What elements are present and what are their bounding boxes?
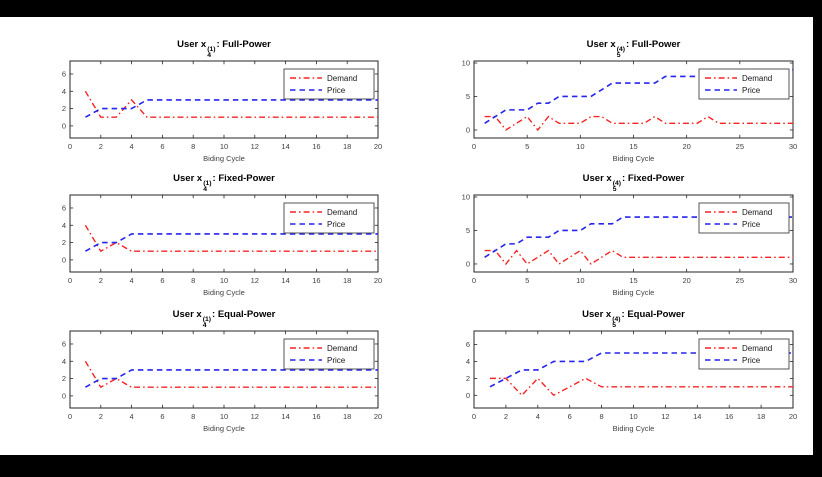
x-tick-label: 8 [191, 276, 196, 285]
title-prefix: User x [172, 309, 202, 320]
x-tick-label: 12 [250, 276, 259, 285]
x-tick-label: 2 [98, 142, 103, 151]
plot-title [474, 307, 793, 329]
subplot-user-x4-equal-power [40, 307, 386, 433]
line-chart [40, 323, 386, 433]
x-tick-label: 30 [788, 142, 798, 151]
y-tick-label: 5 [465, 226, 470, 236]
title-superscript: (4) [616, 46, 625, 53]
x-tick-label: 4 [535, 412, 540, 421]
series-price-line [85, 234, 378, 251]
series-price-line [85, 100, 378, 117]
title-suffix: : Fixed-Power [212, 173, 275, 184]
title-subsup [203, 181, 211, 192]
title-subsup [203, 317, 211, 328]
x-tick-label: 0 [471, 142, 477, 151]
title-subscript: 5 [612, 185, 617, 193]
legend-label-demand: Demand [327, 74, 358, 83]
y-tick-label: 6 [61, 69, 66, 79]
x-tick-label: 4 [129, 412, 134, 421]
title-suffix: : Equal-Power [212, 309, 276, 320]
x-axis-label: Biding Cycle [203, 424, 245, 433]
series-demand-line [485, 251, 793, 264]
y-tick-label: 4 [61, 220, 66, 230]
line-chart [40, 53, 386, 163]
x-tick-label: 6 [160, 276, 165, 285]
legend-label-demand: Demand [742, 344, 773, 353]
series-demand-line [485, 117, 793, 130]
x-tick-label: 2 [98, 276, 103, 285]
y-tick-label: 4 [61, 356, 66, 366]
x-tick-label: 15 [629, 142, 638, 151]
x-tick-label: 8 [599, 412, 604, 421]
y-tick-label: 2 [61, 104, 66, 114]
x-tick-label: 0 [67, 412, 73, 421]
title-suffix: : Fixed-Power [622, 173, 685, 184]
title-superscript: (1) [203, 180, 212, 187]
x-tick-label: 12 [661, 412, 670, 421]
title-subsup [617, 47, 625, 58]
x-tick-label: 18 [343, 142, 352, 151]
x-tick-label: 10 [219, 412, 229, 421]
legend-label-demand: Demand [327, 344, 358, 353]
x-tick-label: 4 [129, 142, 134, 151]
y-tick-label: 6 [465, 340, 470, 350]
x-tick-label: 14 [693, 412, 702, 421]
y-tick-label: 2 [61, 238, 66, 248]
title-superscript: (1) [207, 46, 216, 53]
title-suffix: : Full-Power [216, 39, 271, 50]
x-tick-label: 18 [756, 412, 766, 421]
y-tick-label: 6 [61, 339, 66, 349]
subplot-user-x5-fixed-power [444, 171, 801, 297]
legend-label-demand: Demand [327, 208, 358, 217]
x-tick-label: 14 [281, 142, 290, 151]
title-suffix: : Equal-Power [621, 309, 685, 320]
x-tick-label: 10 [219, 276, 229, 285]
x-tick-label: 10 [576, 276, 585, 285]
subplot-user-x5-full-power [444, 37, 801, 163]
x-tick-label: 5 [525, 276, 530, 285]
legend-label-price: Price [742, 86, 761, 95]
x-tick-label: 0 [471, 276, 477, 285]
title-prefix: User x [173, 173, 203, 184]
legend-label-price: Price [327, 220, 346, 229]
title-superscript: (1) [202, 316, 212, 323]
x-tick-label: 4 [129, 276, 134, 285]
title-superscript: (4) [612, 316, 621, 323]
y-tick-label: 0 [61, 391, 66, 401]
line-chart [40, 187, 386, 297]
x-axis-label: Biding Cycle [203, 154, 245, 163]
x-tick-label: 10 [629, 412, 638, 421]
series-demand-line [490, 378, 793, 395]
plot-title [70, 37, 378, 59]
y-tick-label: 4 [61, 86, 66, 96]
x-tick-label: 6 [160, 412, 165, 421]
legend-label-price: Price [742, 356, 761, 365]
x-tick-label: 16 [312, 412, 321, 421]
x-tick-label: 0 [67, 142, 73, 151]
x-tick-label: 25 [735, 276, 745, 285]
title-prefix: User x [582, 173, 612, 184]
x-tick-label: 20 [373, 142, 383, 151]
y-tick-label: 2 [61, 374, 66, 384]
title-subscript: 4 [207, 51, 211, 59]
subplot-user-x4-full-power [40, 37, 386, 163]
y-tick-label: 2 [465, 373, 470, 383]
x-tick-label: 20 [682, 142, 691, 151]
y-tick-label: 10 [461, 192, 470, 202]
legend-label-demand: Demand [742, 74, 773, 83]
y-tick-label: 6 [61, 203, 66, 213]
legend-label-price: Price [327, 86, 346, 95]
y-tick-label: 4 [465, 357, 470, 367]
x-axis-label: Biding Cycle [612, 288, 655, 297]
x-tick-label: 0 [471, 412, 477, 421]
x-tick-label: 25 [735, 142, 745, 151]
title-subscript: 5 [612, 321, 616, 329]
x-tick-label: 6 [567, 412, 572, 421]
title-subsup [612, 317, 620, 328]
x-tick-label: 12 [250, 412, 259, 421]
subplot-user-x4-fixed-power [40, 171, 386, 297]
title-prefix: User x [586, 39, 616, 50]
x-tick-label: 20 [373, 412, 383, 421]
x-tick-label: 10 [219, 142, 229, 151]
title-subscript: 4 [202, 321, 207, 329]
x-tick-label: 20 [373, 276, 383, 285]
x-tick-label: 2 [503, 412, 508, 421]
title-prefix: User x [582, 309, 612, 320]
y-tick-label: 5 [465, 92, 470, 102]
y-tick-label: 0 [61, 255, 66, 265]
x-tick-label: 12 [250, 142, 259, 151]
x-tick-label: 6 [160, 142, 165, 151]
x-tick-label: 2 [98, 412, 103, 421]
plot-title [70, 307, 378, 329]
subplot-user-x5-equal-power [444, 307, 801, 433]
x-tick-label: 5 [525, 142, 530, 151]
x-tick-label: 8 [191, 412, 196, 421]
x-tick-label: 8 [191, 142, 196, 151]
title-subsup [613, 181, 621, 192]
x-tick-label: 18 [343, 276, 352, 285]
title-suffix: : Full-Power [626, 39, 681, 50]
title-subscript: 5 [616, 51, 621, 59]
legend-label-price: Price [327, 356, 346, 365]
title-superscript: (4) [612, 180, 622, 187]
series-price-line [85, 370, 378, 387]
x-tick-label: 30 [788, 276, 798, 285]
title-subscript: 4 [203, 185, 207, 193]
x-tick-label: 20 [788, 412, 798, 421]
x-tick-label: 18 [343, 412, 352, 421]
y-tick-label: 10 [461, 58, 470, 68]
legend-label-demand: Demand [742, 208, 773, 217]
plot-title [474, 171, 793, 193]
legend-label-price: Price [742, 220, 761, 229]
y-tick-label: 0 [465, 125, 470, 135]
title-subsup [207, 47, 215, 58]
y-tick-label: 0 [465, 390, 470, 400]
line-chart [444, 323, 801, 433]
matlab-figure [0, 17, 813, 455]
plot-title [70, 171, 378, 193]
x-axis-label: Biding Cycle [612, 154, 655, 163]
x-tick-label: 14 [281, 412, 290, 421]
x-tick-label: 10 [576, 142, 585, 151]
x-tick-label: 16 [725, 412, 734, 421]
plot-title [474, 37, 793, 59]
title-prefix: User x [177, 39, 207, 50]
line-chart [444, 53, 801, 163]
y-tick-label: 0 [61, 121, 66, 131]
x-tick-label: 14 [281, 276, 290, 285]
x-axis-label: Biding Cycle [203, 288, 245, 297]
x-tick-label: 16 [312, 276, 321, 285]
x-tick-label: 0 [67, 276, 73, 285]
x-axis-label: Biding Cycle [612, 424, 655, 433]
line-chart [444, 187, 801, 297]
x-tick-label: 20 [682, 276, 691, 285]
x-tick-label: 16 [312, 142, 321, 151]
x-tick-label: 15 [629, 276, 638, 285]
y-tick-label: 0 [465, 259, 470, 269]
